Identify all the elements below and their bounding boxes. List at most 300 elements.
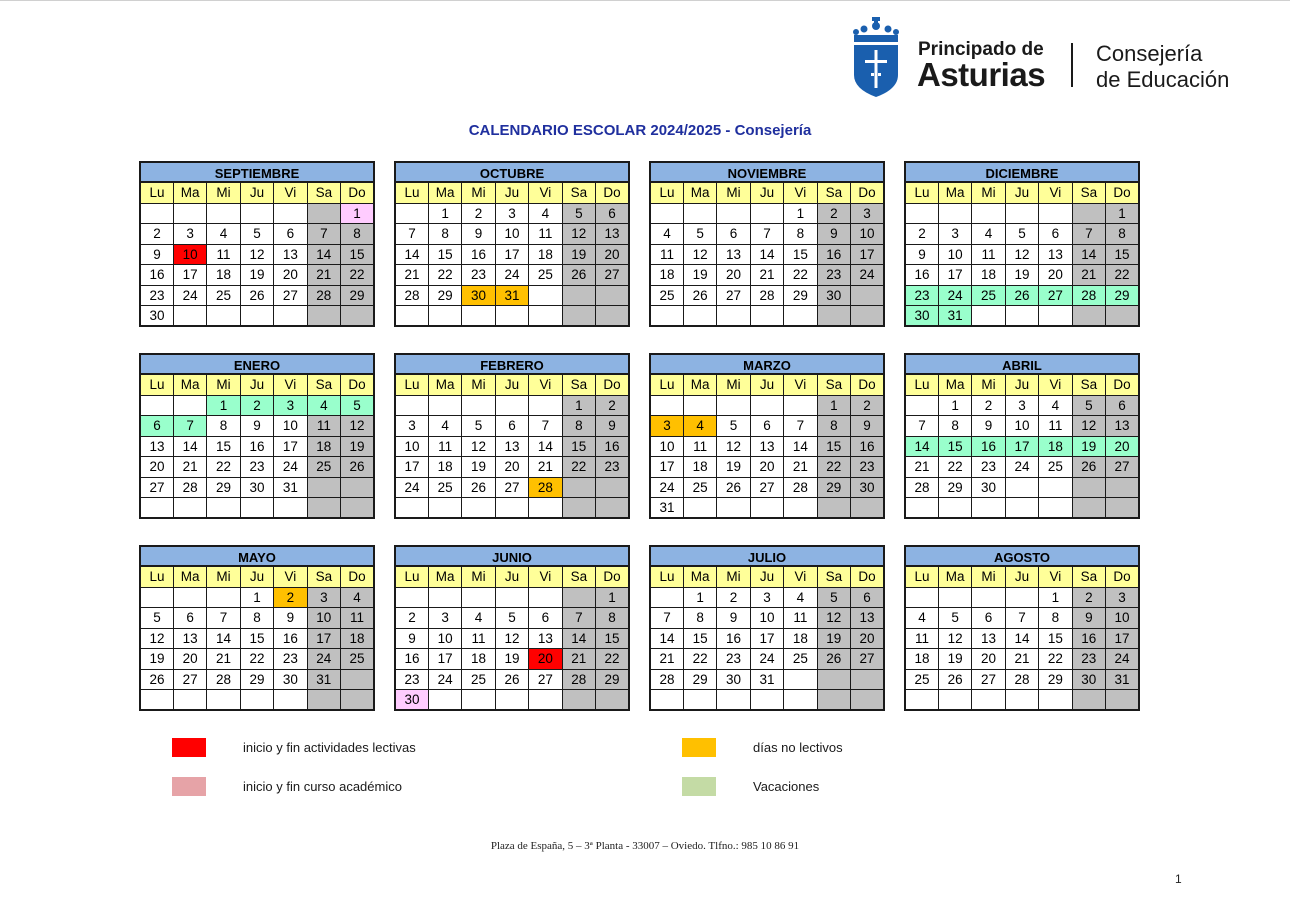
day-cell: 3 xyxy=(1005,395,1038,416)
weekday-header: Lu xyxy=(905,375,938,396)
empty-cell xyxy=(274,203,307,224)
day-cell: 14 xyxy=(207,628,240,649)
week-row xyxy=(140,306,374,327)
empty-cell xyxy=(938,690,971,711)
weekday-header: Vi xyxy=(1039,375,1072,396)
month-agosto xyxy=(904,545,1140,711)
empty-cell xyxy=(905,690,938,711)
empty-cell xyxy=(1039,498,1072,519)
day-cell: 19 xyxy=(140,649,173,670)
day-cell: 12 xyxy=(341,416,374,437)
day-cell: 2 xyxy=(717,587,750,608)
day-cell: 17 xyxy=(1005,436,1038,457)
week-row xyxy=(140,649,374,670)
day-cell: 2 xyxy=(1072,587,1105,608)
day-cell: 4 xyxy=(905,608,938,629)
empty-cell xyxy=(851,285,884,306)
weekday-header: Ma xyxy=(428,183,461,204)
day-cell: 9 xyxy=(240,416,273,437)
empty-cell xyxy=(341,498,374,519)
day-cell: 1 xyxy=(1039,587,1072,608)
weekday-header: Ju xyxy=(1005,375,1038,396)
week-row xyxy=(905,498,1139,519)
week-row xyxy=(650,608,884,629)
weekday-header: Do xyxy=(596,375,629,396)
day-cell: 19 xyxy=(1072,436,1105,457)
day-cell: 7 xyxy=(1072,224,1105,245)
day-cell: 26 xyxy=(1072,457,1105,478)
day-cell: 19 xyxy=(341,436,374,457)
day-cell: 26 xyxy=(938,669,971,690)
day-cell: 24 xyxy=(173,285,206,306)
empty-cell xyxy=(750,203,783,224)
day-cell: 5 xyxy=(683,224,716,245)
empty-cell xyxy=(817,306,850,327)
legend-swatch-inicio-curso xyxy=(172,777,206,796)
month-table xyxy=(139,374,375,519)
empty-cell xyxy=(750,690,783,711)
day-cell: 22 xyxy=(596,649,629,670)
week-row xyxy=(140,498,374,519)
empty-cell xyxy=(938,498,971,519)
day-cell: 23 xyxy=(274,649,307,670)
week-row xyxy=(650,587,884,608)
week-row xyxy=(140,203,374,224)
week-row xyxy=(395,477,629,498)
day-cell: 17 xyxy=(307,628,340,649)
empty-cell xyxy=(1005,203,1038,224)
day-cell: 17 xyxy=(173,265,206,286)
week-row xyxy=(395,587,629,608)
day-cell: 26 xyxy=(341,457,374,478)
empty-cell xyxy=(495,306,528,327)
day-cell: 29 xyxy=(683,669,716,690)
day-cell: 7 xyxy=(207,608,240,629)
month-table xyxy=(649,182,885,327)
day-cell: 5 xyxy=(1005,224,1038,245)
empty-cell xyxy=(938,587,971,608)
day-cell: 15 xyxy=(207,436,240,457)
day-cell: 23 xyxy=(817,265,850,286)
empty-cell xyxy=(173,690,206,711)
day-cell: 23 xyxy=(596,457,629,478)
day-cell: 21 xyxy=(307,265,340,286)
empty-cell xyxy=(240,306,273,327)
empty-cell xyxy=(1039,477,1072,498)
day-cell: 11 xyxy=(207,244,240,265)
day-cell: 21 xyxy=(562,649,595,670)
day-cell: 8 xyxy=(596,608,629,629)
empty-cell xyxy=(428,306,461,327)
empty-cell xyxy=(596,306,629,327)
empty-cell xyxy=(462,395,495,416)
empty-cell xyxy=(817,498,850,519)
day-cell: 1 xyxy=(1106,203,1139,224)
week-row xyxy=(140,416,374,437)
empty-cell xyxy=(972,306,1005,327)
legend-swatch-inicio-actividades xyxy=(172,738,206,757)
empty-cell xyxy=(905,395,938,416)
weekday-header: Sa xyxy=(562,567,595,588)
week-row xyxy=(650,224,884,245)
day-cell: 14 xyxy=(650,628,683,649)
day-cell: 9 xyxy=(972,416,1005,437)
day-cell: 2 xyxy=(596,395,629,416)
weekday-header: Vi xyxy=(1039,567,1072,588)
day-cell: 8 xyxy=(784,224,817,245)
empty-cell xyxy=(1072,203,1105,224)
day-cell: 30 xyxy=(140,306,173,327)
day-cell: 1 xyxy=(341,203,374,224)
week-row xyxy=(905,669,1139,690)
weekday-header: Mi xyxy=(207,183,240,204)
day-cell: 12 xyxy=(140,628,173,649)
day-cell: 2 xyxy=(140,224,173,245)
day-cell: 17 xyxy=(650,457,683,478)
day-cell: 11 xyxy=(683,436,716,457)
day-cell: 22 xyxy=(683,649,716,670)
day-cell: 11 xyxy=(784,608,817,629)
weekday-header: Ma xyxy=(173,567,206,588)
week-row xyxy=(650,306,884,327)
day-cell: 30 xyxy=(462,285,495,306)
day-cell: 1 xyxy=(938,395,971,416)
weekday-header: Mi xyxy=(972,567,1005,588)
day-cell: 7 xyxy=(529,416,562,437)
empty-cell xyxy=(683,395,716,416)
day-cell: 22 xyxy=(428,265,461,286)
week-row xyxy=(395,306,629,327)
weekday-header: Sa xyxy=(307,375,340,396)
week-row xyxy=(905,457,1139,478)
empty-cell xyxy=(341,477,374,498)
empty-cell xyxy=(905,498,938,519)
weekday-header: Mi xyxy=(972,183,1005,204)
month-name: DICIEMBRE xyxy=(904,161,1140,182)
day-cell: 16 xyxy=(972,436,1005,457)
org-name-line2: Asturias xyxy=(917,56,1046,93)
empty-cell xyxy=(717,203,750,224)
day-cell: 26 xyxy=(817,649,850,670)
day-cell: 7 xyxy=(750,224,783,245)
day-cell: 11 xyxy=(462,628,495,649)
weekday-header: Ma xyxy=(938,567,971,588)
day-cell: 11 xyxy=(972,244,1005,265)
day-cell: 19 xyxy=(462,457,495,478)
day-cell: 23 xyxy=(1072,649,1105,670)
day-cell: 28 xyxy=(307,285,340,306)
empty-cell xyxy=(395,203,428,224)
legend-label-inicio-curso: inicio y fin curso académico xyxy=(243,779,402,794)
weekday-header: Ma xyxy=(173,183,206,204)
weekday-header: Mi xyxy=(462,567,495,588)
week-row xyxy=(905,628,1139,649)
empty-cell xyxy=(972,690,1005,711)
week-row xyxy=(905,306,1139,327)
day-cell: 26 xyxy=(717,477,750,498)
weekday-header: Ju xyxy=(495,567,528,588)
month-abril xyxy=(904,353,1140,519)
day-cell: 19 xyxy=(817,628,850,649)
day-cell: 13 xyxy=(495,436,528,457)
day-cell: 5 xyxy=(341,395,374,416)
day-cell: 1 xyxy=(428,203,461,224)
empty-cell xyxy=(207,690,240,711)
empty-cell xyxy=(307,306,340,327)
empty-cell xyxy=(717,690,750,711)
day-cell: 6 xyxy=(495,416,528,437)
week-row xyxy=(650,244,884,265)
month-table xyxy=(394,566,630,711)
empty-cell xyxy=(650,306,683,327)
day-cell: 9 xyxy=(395,628,428,649)
day-cell: 23 xyxy=(395,669,428,690)
empty-cell xyxy=(529,306,562,327)
day-cell: 22 xyxy=(207,457,240,478)
week-row xyxy=(395,498,629,519)
week-row xyxy=(650,669,884,690)
empty-cell xyxy=(307,498,340,519)
weekday-header: Lu xyxy=(140,567,173,588)
day-cell: 27 xyxy=(717,285,750,306)
empty-cell xyxy=(1106,690,1139,711)
week-row xyxy=(140,224,374,245)
weekday-header: Do xyxy=(596,567,629,588)
day-cell: 25 xyxy=(1039,457,1072,478)
empty-cell xyxy=(307,690,340,711)
day-cell: 15 xyxy=(341,244,374,265)
week-row xyxy=(140,690,374,711)
week-row xyxy=(395,608,629,629)
week-row xyxy=(650,690,884,711)
empty-cell xyxy=(173,306,206,327)
month-junio xyxy=(394,545,630,711)
weekday-header: Ma xyxy=(683,567,716,588)
week-row xyxy=(905,395,1139,416)
week-row xyxy=(650,416,884,437)
day-cell: 12 xyxy=(462,436,495,457)
empty-cell xyxy=(495,690,528,711)
day-cell: 6 xyxy=(1039,224,1072,245)
day-cell: 16 xyxy=(596,436,629,457)
empty-cell xyxy=(596,285,629,306)
empty-cell xyxy=(851,690,884,711)
day-cell: 16 xyxy=(140,265,173,286)
day-cell: 30 xyxy=(972,477,1005,498)
day-cell: 26 xyxy=(562,265,595,286)
day-cell: 4 xyxy=(972,224,1005,245)
department-line2: de Educación xyxy=(1096,67,1230,92)
day-cell: 17 xyxy=(395,457,428,478)
day-cell: 3 xyxy=(851,203,884,224)
empty-cell xyxy=(596,690,629,711)
weekday-header: Ju xyxy=(1005,183,1038,204)
day-cell: 24 xyxy=(395,477,428,498)
day-cell: 20 xyxy=(972,649,1005,670)
day-cell: 15 xyxy=(1039,628,1072,649)
weekday-header: Ju xyxy=(750,567,783,588)
empty-cell xyxy=(1106,498,1139,519)
empty-cell xyxy=(207,587,240,608)
day-cell: 27 xyxy=(173,669,206,690)
logo-divider xyxy=(1071,43,1073,87)
day-cell: 26 xyxy=(495,669,528,690)
day-cell: 24 xyxy=(307,649,340,670)
empty-cell xyxy=(274,690,307,711)
day-cell: 8 xyxy=(683,608,716,629)
empty-cell xyxy=(173,395,206,416)
empty-cell xyxy=(562,306,595,327)
empty-cell xyxy=(1005,498,1038,519)
day-cell: 8 xyxy=(207,416,240,437)
weekday-header: Sa xyxy=(1072,567,1105,588)
day-cell: 6 xyxy=(1106,395,1139,416)
empty-cell xyxy=(596,477,629,498)
month-table xyxy=(904,182,1140,327)
day-cell: 18 xyxy=(428,457,461,478)
day-cell: 12 xyxy=(683,244,716,265)
weekday-header: Mi xyxy=(462,375,495,396)
month-table xyxy=(394,374,630,519)
day-cell: 4 xyxy=(1039,395,1072,416)
empty-cell xyxy=(529,498,562,519)
day-cell: 13 xyxy=(596,224,629,245)
week-row xyxy=(140,265,374,286)
day-cell: 22 xyxy=(562,457,595,478)
day-cell: 5 xyxy=(817,587,850,608)
day-cell: 15 xyxy=(428,244,461,265)
month-name: SEPTIEMBRE xyxy=(139,161,375,182)
weekday-header: Vi xyxy=(274,183,307,204)
empty-cell xyxy=(341,690,374,711)
day-cell: 14 xyxy=(1072,244,1105,265)
empty-cell xyxy=(650,587,683,608)
day-cell: 14 xyxy=(750,244,783,265)
day-cell: 12 xyxy=(938,628,971,649)
weekday-header: Lu xyxy=(650,567,683,588)
day-cell: 29 xyxy=(240,669,273,690)
day-cell: 4 xyxy=(307,395,340,416)
day-cell: 11 xyxy=(650,244,683,265)
empty-cell xyxy=(784,498,817,519)
empty-cell xyxy=(750,306,783,327)
day-cell: 2 xyxy=(462,203,495,224)
empty-cell xyxy=(529,285,562,306)
day-cell: 22 xyxy=(341,265,374,286)
empty-cell xyxy=(173,203,206,224)
week-row xyxy=(905,436,1139,457)
day-cell: 14 xyxy=(562,628,595,649)
weekday-header: Do xyxy=(851,567,884,588)
day-cell: 9 xyxy=(140,244,173,265)
week-row xyxy=(395,395,629,416)
day-cell: 15 xyxy=(938,436,971,457)
empty-cell xyxy=(650,395,683,416)
empty-cell xyxy=(207,498,240,519)
empty-cell xyxy=(428,395,461,416)
day-cell: 6 xyxy=(140,416,173,437)
day-cell: 4 xyxy=(650,224,683,245)
weekday-header: Sa xyxy=(817,375,850,396)
day-cell: 21 xyxy=(207,649,240,670)
week-row xyxy=(395,457,629,478)
day-cell: 18 xyxy=(1039,436,1072,457)
day-cell: 27 xyxy=(1106,457,1139,478)
day-cell: 21 xyxy=(784,457,817,478)
day-cell: 16 xyxy=(395,649,428,670)
day-cell: 27 xyxy=(274,285,307,306)
empty-cell xyxy=(851,498,884,519)
month-table xyxy=(904,566,1140,711)
legend-swatch-no-lectivos xyxy=(682,738,716,757)
month-name: FEBRERO xyxy=(394,353,630,374)
day-cell: 7 xyxy=(562,608,595,629)
day-cell: 14 xyxy=(784,436,817,457)
empty-cell xyxy=(462,690,495,711)
day-cell: 29 xyxy=(784,285,817,306)
day-cell: 1 xyxy=(596,587,629,608)
day-cell: 3 xyxy=(173,224,206,245)
month-julio xyxy=(649,545,885,711)
day-cell: 23 xyxy=(972,457,1005,478)
day-cell: 10 xyxy=(1106,608,1139,629)
day-cell: 5 xyxy=(938,608,971,629)
month-enero xyxy=(139,353,375,519)
empty-cell xyxy=(905,203,938,224)
week-row xyxy=(395,285,629,306)
day-cell: 28 xyxy=(173,477,206,498)
week-row xyxy=(905,690,1139,711)
day-cell: 9 xyxy=(717,608,750,629)
week-row xyxy=(905,265,1139,286)
day-cell: 30 xyxy=(905,306,938,327)
day-cell: 27 xyxy=(529,669,562,690)
day-cell: 21 xyxy=(173,457,206,478)
weekday-header: Vi xyxy=(529,567,562,588)
weekday-header: Do xyxy=(1106,567,1139,588)
day-cell: 2 xyxy=(274,587,307,608)
empty-cell xyxy=(972,498,1005,519)
day-cell: 10 xyxy=(173,244,206,265)
day-cell: 4 xyxy=(529,203,562,224)
day-cell: 12 xyxy=(240,244,273,265)
day-cell: 6 xyxy=(750,416,783,437)
week-row xyxy=(905,416,1139,437)
day-cell: 18 xyxy=(207,265,240,286)
empty-cell xyxy=(1039,690,1072,711)
day-cell: 10 xyxy=(750,608,783,629)
month-table xyxy=(139,182,375,327)
day-cell: 8 xyxy=(428,224,461,245)
weekday-header: Sa xyxy=(307,183,340,204)
day-cell: 9 xyxy=(1072,608,1105,629)
day-cell: 29 xyxy=(817,477,850,498)
week-row xyxy=(140,285,374,306)
day-cell: 3 xyxy=(495,203,528,224)
empty-cell xyxy=(495,395,528,416)
day-cell: 4 xyxy=(683,416,716,437)
empty-cell xyxy=(650,690,683,711)
week-row xyxy=(140,587,374,608)
week-row xyxy=(650,628,884,649)
legend-label-inicio-actividades: inicio y fin actividades lectivas xyxy=(243,740,416,755)
day-cell: 13 xyxy=(717,244,750,265)
day-cell: 28 xyxy=(395,285,428,306)
empty-cell xyxy=(1005,690,1038,711)
day-cell: 28 xyxy=(905,477,938,498)
day-cell: 30 xyxy=(274,669,307,690)
day-cell: 12 xyxy=(1005,244,1038,265)
